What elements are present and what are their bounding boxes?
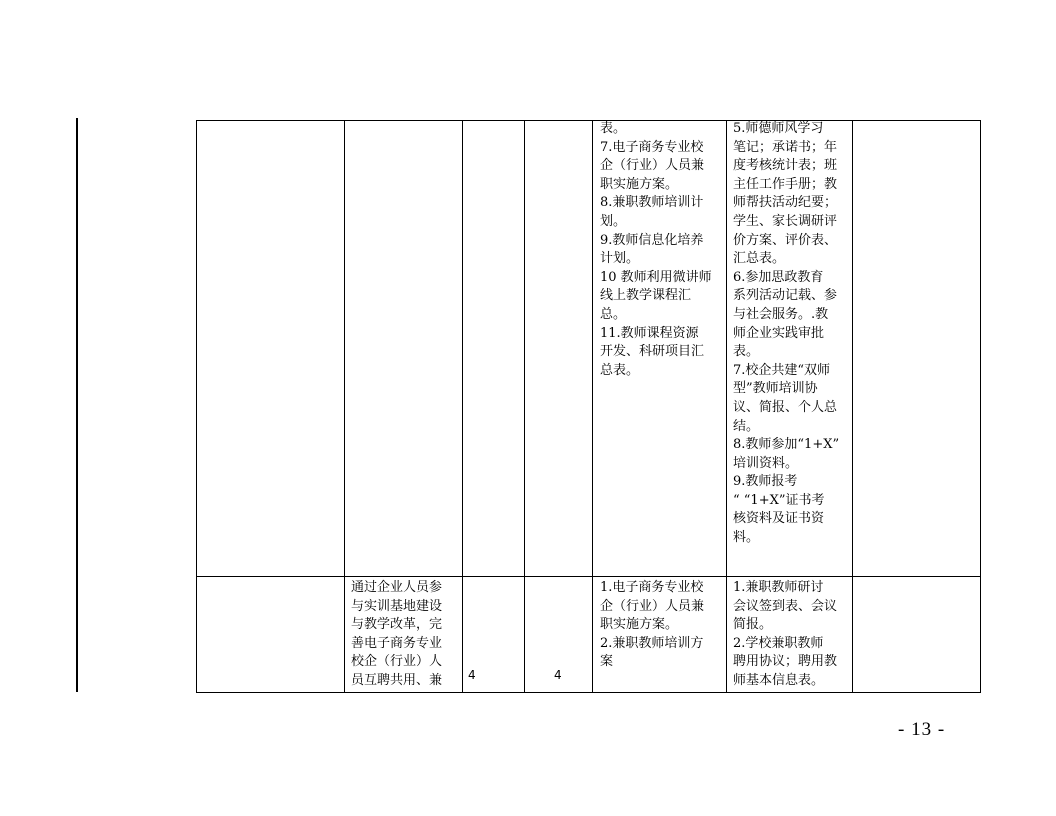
row2-evidence-cell: 1.兼职教师研讨 会议签到表、会议 简报。 2.学校兼职教师 聘用协议；聘用教 师基本信息表。 xyxy=(733,580,838,688)
column-divider xyxy=(462,120,463,693)
row2-task-cell: 通过企业人员参 与实训基地建设 与教学改革，完 善电子商务专业 校企（行业）人 员互聘共用、兼 xyxy=(351,580,443,688)
column-divider xyxy=(726,120,727,693)
row2-materials-cell: 1.电子商务专业校 企（行业）人员兼 职实施方案。 2.兼职教师培训方 案 xyxy=(600,580,705,670)
table-right-border xyxy=(980,120,981,693)
row1-materials-cell: 表。 7.电子商务专业校 企（行业）人员兼 职实施方案。 8.兼职教师培训计 划。 9.教师信息化培养 计划。 10 教师利用微讲师 线上教学课程汇 总。 11.教师课程资源 开发、科研项目汇 总表。 xyxy=(600,121,712,378)
column-divider xyxy=(344,120,345,693)
column-divider xyxy=(852,120,853,693)
column-divider xyxy=(524,120,525,693)
row-divider xyxy=(196,576,981,577)
page-number: - 13 - xyxy=(898,719,946,740)
table-left-border xyxy=(76,118,78,692)
column-divider xyxy=(592,120,593,693)
row1-evidence-cell: 5.师德师风学习 笔记；承诺书；年 度考核统计表；班 主任工作手册；教 师帮扶活动纪要； 学生、家长调研评 价方案、评价表、 汇总表。 6.参加思政教育 系列活动记载、参 与社会服务。.教 师企业实践审批 表。 7.校企共建“双师 型”教师培训协 议、简报、个人总 结。 8.教师参加“1+X” 培训资料。 9.教师报考 “ “1+X”证书考 核资料及证书资 料。 xyxy=(733,121,840,546)
row2-score-2: 4 xyxy=(554,668,562,682)
table-top-border xyxy=(196,120,981,121)
table-bottom-border xyxy=(196,692,981,693)
column-divider xyxy=(196,120,197,693)
row2-score-1: 4 xyxy=(468,668,476,682)
